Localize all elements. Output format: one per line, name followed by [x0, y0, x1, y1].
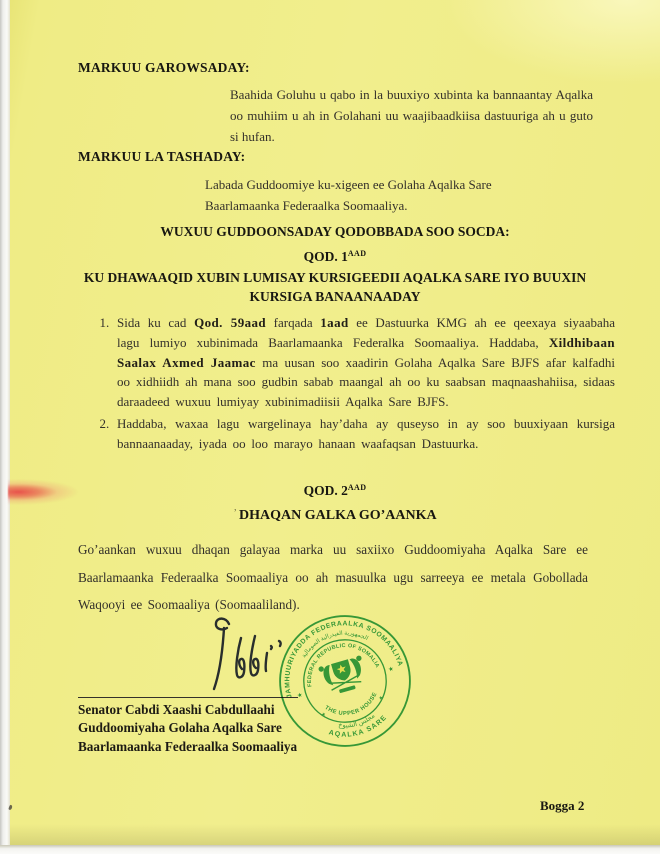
star-icon: ★ — [378, 695, 385, 703]
qod2-label: QOD. 2 — [303, 483, 348, 498]
stamp-text-arabic-bottom: مجلس الشيوخ — [337, 712, 377, 730]
heading-qod1-title: KU DHAWAAQID XUBIN LUMISAY KURSIGEEDII AQALKA SARE IYO BUUXIN KURSIGA BANAANAADAY — [83, 270, 587, 304]
list-item-2 — [115, 414, 615, 454]
heading-markuu-la-tashaday: MARKUU LA TASHADAY: — [78, 149, 246, 164]
signatory-name: Senator Cabdi Xaashi Cabdullaahi — [78, 702, 275, 717]
stamp-text-inner-top: FEDERAL REPUBLIC OF SOMALIA — [306, 642, 381, 688]
page-number: Bogga 2 — [540, 798, 585, 813]
star-icon: ★ — [320, 711, 327, 719]
scan-edge-left — [0, 0, 10, 854]
stamp-text-inner-bottom: THE UPPER HOUSE — [323, 691, 379, 718]
qod2-title-text: DHAQAN GALKA GO’AANKA — [239, 508, 437, 523]
svg-text:AQALKA SARE — [326, 713, 391, 745]
stray-ink-mark: ’ — [233, 507, 238, 519]
signatory-block — [78, 701, 297, 756]
stamp-text-arabic-top: الجمهورية الفيدرالية الصومالية — [301, 630, 369, 660]
paragraph-garowsaday: Baahida Goluhu u qabo in la buuxiyo xubinta ka bannaantay Aqalka oo muhiim u ah in Golahani uu waajibaadkiisa dastuuriga ah u guto si hufan. — [230, 87, 593, 144]
signature-line — [78, 697, 298, 698]
heading-markuu-garowsaday: MARKUU GAROWSADAY: — [78, 60, 250, 75]
star-icon: ★ — [296, 691, 304, 700]
heading-qod2-title — [70, 507, 600, 524]
heading-decision: WUXUU GUDDOONSADAY QODOBBADA SOO SOCDA: — [160, 224, 510, 239]
item1-text: ma uusan soo xaadirin Golaha Aqalka Sare BJFS afar kalfadhi oo xidhiidh ah mana soo gudbin sabab maangal ah oo ku saabsan maqnaashahiisa, sidaas daraadeed wuxuu lumiyay xubinimadiisii Aqalka Sare BJFS. — [117, 354, 616, 410]
heading-qod1 — [70, 249, 600, 265]
item2-text: Haddaba, waxaa lagu wargelinaya hay’daha ay quseyso in ay soo buuxiyaan kursiga bannaanaaday, iyada oo loo marayo hanaan waafaqsan Dastuurka. — [117, 415, 615, 451]
signatory-title-1: Guddoomiyaha Golaha Aqalka Sare — [78, 720, 282, 736]
qod2-superscript: AAD — [347, 483, 367, 492]
scan-speck — [8, 805, 13, 811]
qod1-superscript: AAD — [347, 249, 367, 258]
stamp-text-outer-bottom: AQALKA SARE — [327, 713, 389, 739]
heading-qod2 — [70, 483, 600, 499]
signatory-title-2: Baarlamaanka Federaalka Soomaaliya — [78, 738, 298, 754]
item1-text: Sida ku cad — [117, 315, 195, 330]
item1-text: farqada — [266, 315, 321, 330]
article1-list — [93, 313, 615, 454]
paragraph-tashaday: Labada Guddoomiye ku-xigeen ee Golaha Aqalka Sare Baarlamaanka Federaalka Soomaaliya. — [205, 177, 492, 213]
item1-bold-qod59: Qod. 59aad — [194, 315, 267, 330]
star-icon: ★ — [387, 665, 395, 674]
item1-text: ee Dastuurka KMG ah ee qeexaya siyaabaha lagu lumiyo xubinimada Baarlamaanka Federalka Soomaaliya. Haddaba, — [117, 315, 616, 350]
qod1-label: QOD. 1 — [303, 249, 348, 264]
scan-edge-bottom — [0, 845, 660, 854]
svg-text:FEDERAL REPUBLIC OF SOMALIA — [298, 634, 380, 688]
somalia-coat-of-arms — [318, 655, 369, 697]
list-item-1 — [115, 313, 615, 412]
stamp-text-outer-top: JAMHUURIYADDA FEDERAALKA SOOMAALIYA — [284, 620, 404, 699]
paragraph-effectivity: Go’aankan wuxuu dhaqan galayaa marka uu saxiixo Guddoomiyaha Aqalka Sare ee Baarlamaanka Federaalka Soomaaliya oo ah masuulka ugu sarreeya ee metala Gobollada Waqooyi ee Soomaaliya (Soomaaliland). — [78, 542, 588, 612]
item1-bold-1aad: 1aad — [320, 315, 349, 330]
item1-bold-member-name: Xildhibaan Saalax Axmed Jaamac — [117, 334, 615, 370]
